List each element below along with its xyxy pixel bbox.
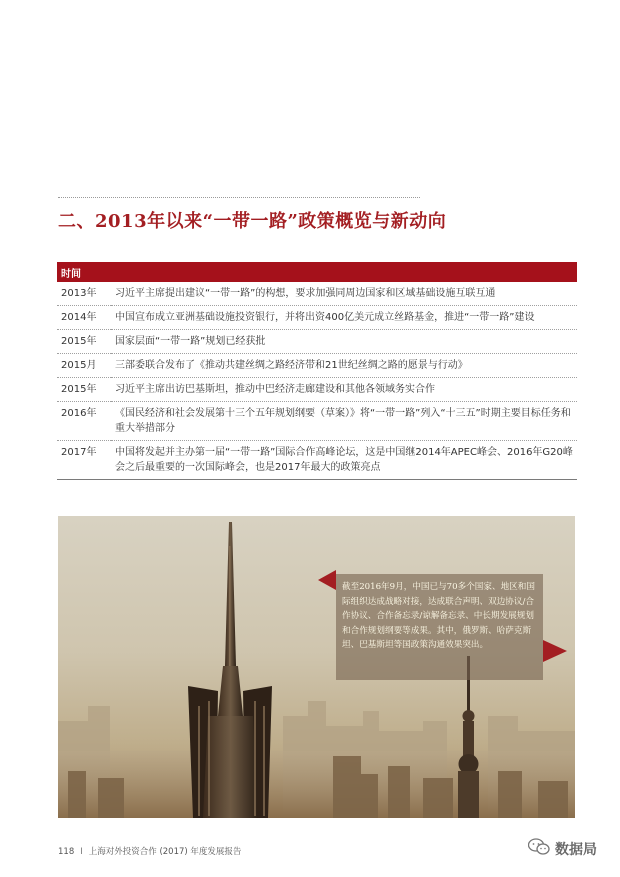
row-event: 《国民经济和社会发展第十三个五年规划纲要（草案）》将“一带一路”列入“十三五”时期主要目标任务和重大举措部分 (111, 402, 577, 441)
footer-separator: I (80, 847, 83, 857)
row-event: 三部委联合发布了《推动共建丝绸之路经济带和21世纪丝绸之路的愿景与行动》 (111, 354, 577, 378)
wechat-icon (528, 838, 550, 860)
report-title: 上海对外投资合作 (2017) 年度发展报告 (88, 847, 242, 857)
row-event: 习近平主席出访巴基斯坦，推动中巴经济走廊建设和其他各领域务实合作 (111, 378, 577, 402)
row-year: 2015年 (57, 378, 111, 402)
table-row (57, 378, 577, 402)
wechat-watermark (528, 836, 597, 862)
table-row (57, 306, 577, 330)
row-year: 2015月 (57, 354, 111, 378)
table-row (57, 402, 577, 441)
column-header-time: 时间 (57, 262, 111, 282)
table-row (57, 330, 577, 354)
callout-text: 截至2016年9月，中国已与70多个国家、地区和国际组织达成战略对接，达成联合声明、双边协议/合作协议、合作备忘录/谅解备忘录、中长期发展规划和合作规划纲要等成果。其中，俄罗斯、哈萨克斯坦、巴基斯坦等国政策沟通效果突出。 (342, 582, 535, 650)
row-event: 中国将发起并主办第一届“一带一路”国际合作高峰论坛，这是中国继2014年APEC峰会、2016年G20峰会之后最重要的一次国际峰会，也是2017年最大的政策亮点 (111, 441, 577, 480)
table-header-row (57, 262, 577, 282)
column-header-event (111, 262, 577, 282)
table-row (57, 282, 577, 306)
table-row (57, 441, 577, 480)
callout-accent-triangle-right (543, 640, 567, 662)
row-event: 国家层面“一带一路”规划已经获批 (111, 330, 577, 354)
row-year: 2016年 (57, 402, 111, 441)
page-number: 118 (58, 847, 75, 857)
callout-accent-triangle-left (318, 570, 336, 590)
row-year: 2013年 (57, 282, 111, 306)
row-event: 习近平主席提出建议“一带一路”的构想，要求加强同周边国家和区域基础设施互联互通 (111, 282, 577, 306)
row-event: 中国宣布成立亚洲基础设施投资银行，并将出资400亿美元成立丝路基金，推进“一带一路”建设 (111, 306, 577, 330)
row-year: 2015年 (57, 330, 111, 354)
policy-timeline-table (57, 262, 577, 480)
section-divider (58, 197, 420, 198)
table-row (57, 354, 577, 378)
section-title: 二、2013年以来“一带一路”政策概览与新动向 (58, 211, 447, 232)
row-year: 2014年 (57, 306, 111, 330)
row-year: 2017年 (57, 441, 111, 480)
watermark-label: 数据局 (555, 842, 597, 858)
page-footer (58, 845, 241, 857)
